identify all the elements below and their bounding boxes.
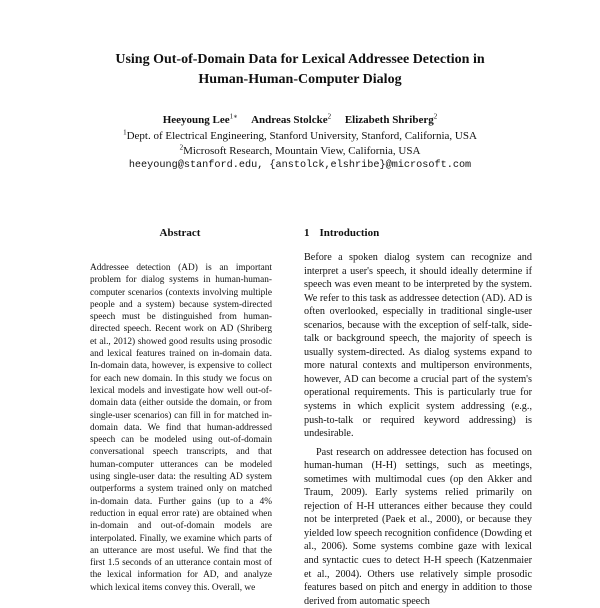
author-superscript: 1∗	[229, 112, 238, 121]
affiliation-superscript: 1	[123, 128, 127, 137]
author-name: Heeyoung Lee	[162, 114, 230, 126]
affiliation-2	[40, 144, 560, 158]
author-list	[40, 113, 560, 127]
affiliation-text: Microsoft Research, Mountain View, California, USA	[183, 145, 421, 157]
title-line-1: Using Out-of-Domain Data for Lexical Addressee Detection in	[115, 52, 485, 67]
affiliation-superscript: 2	[179, 143, 184, 152]
introduction-body	[304, 251, 532, 608]
author-superscript: 2	[327, 112, 332, 121]
author-superscript: 2	[433, 112, 438, 121]
title-line-2: Human-Human-Computer Dialog	[198, 72, 402, 87]
section-number: 1	[304, 227, 310, 239]
intro-paragraph-2: Past research on addressee detection has focused on human-human (H-H) settings, such as meetings, sometimes with multimodal cues (op den Akker and Traum, 2009). Early systems relied primarily on rejection of H-H utterances either because they could not be interpreted (Paek et al., 2000), or because they yielded low speech recognition confidence (Dowding et al., 2006). Some systems combine gaze with lexical and syntactic cues to detect H-H speech (Katzenmaier et al., 2004). Others use relatively simple prosodic features based on pitch and energy in addition to those derived from automatic speech	[304, 446, 533, 607]
affiliation-1	[40, 129, 560, 143]
author-emails: heeyoung@stanford.edu, {anstolck,elshribe}@microsoft.com	[128, 160, 472, 171]
abstract-text: Addressee detection (AD) is an important problem for dialog systems in human-human-computer scenarios (contexts involving multiple people and a system) because system-directed speech must be distinguished from human-directed speech. Recent work on AD (Shriberg et al., 2012) showed good results using prosodic and lexical features trained on in-domain data. In-domain data, however, is expensive to collect for each new domain. In this study we focus on lexical models and investigate how well out-of-domain data (either outside the domain, or from single-user scenarios) can fill in for matched in-domain data. We find that human-addressed speech can be modeled using out-of-domain conversational speech transcripts, and that human-computer utterances can be modeled using single-user data: the resulting AD system outperforms a system trained only on matched in-domain data. Further gains (up to a 4% reduction in equal error rate) are obtained when in-domain and out-of-domain models are interpolated. Finally, we examine which parts of an utterance are most useful. We find that the first 1.5 seconds of an utterance contain most of the lexical information for AD, and analyze which lexical items convey this. Overall, we	[90, 263, 272, 593]
author-name: Elizabeth Shriberg	[344, 114, 434, 126]
section-heading	[304, 227, 379, 239]
author-name: Andreas Stolcke	[251, 114, 328, 126]
affiliation-text: Dept. of Electrical Engineering, Stanford University, Stanford, California, USA	[126, 130, 477, 142]
section-title: Introduction	[319, 227, 380, 239]
paper-title	[40, 50, 560, 90]
intro-paragraph-1: Before a spoken dialog system can recognize and interpret a user's speech, it should ideally determine if speech was even meant to be interpreted by the system. We refer to this task as addressee detection (AD). AD is often overlooked, especially in traditional single-user scenarios, because with the exception of self-talk, side-talk or background speech, the majority of speech is usually system-directed. As dialog systems expand to more natural contexts and multiperson environments, however, AD can become a crucial part of the system's operational requirements. This is particularly true for systems in which explicit system addressing (e.g., push-to-talk or required keyword addressing) is undesirable.	[304, 252, 532, 440]
abstract-heading: Abstract	[159, 227, 201, 239]
